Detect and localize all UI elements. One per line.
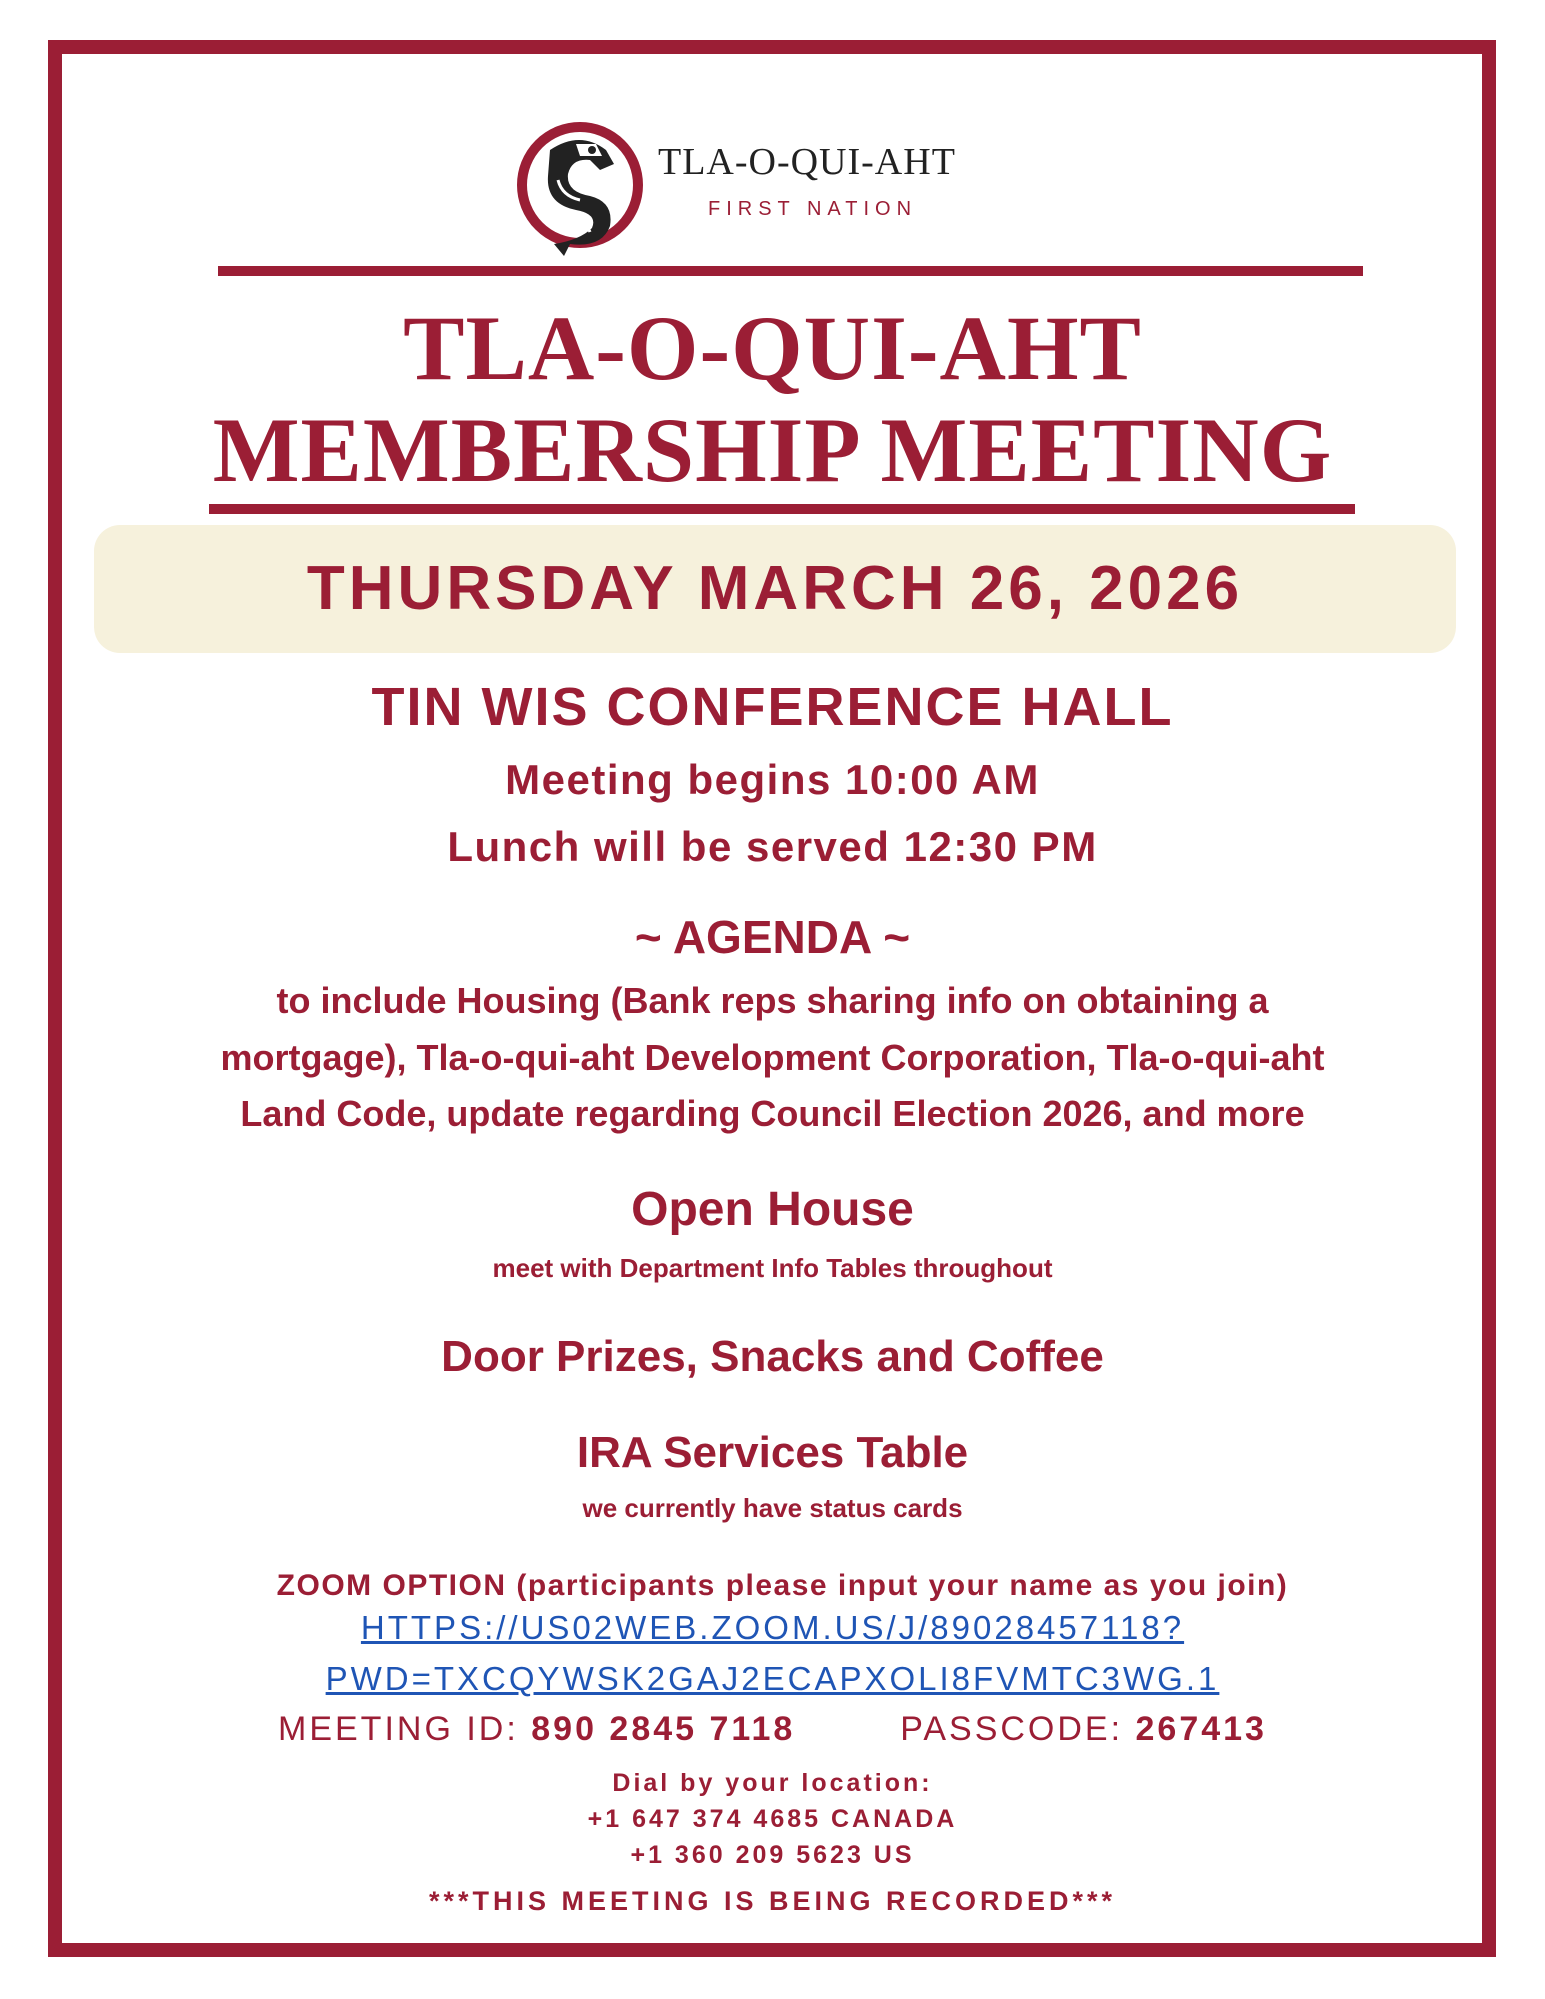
logo [510, 110, 1030, 260]
ira-detail: we currently have status cards [582, 1493, 963, 1523]
dial-canada: +1 647 374 4685 CANADA [587, 1805, 958, 1833]
title-line-1: TLA-O-QUI-AHT [403, 297, 1142, 399]
venue: TIN WIS CONFERENCE HALL [371, 677, 1174, 737]
meeting-id-value: 890 2845 7118 [531, 1710, 796, 1748]
lunch-time: Lunch will be served 12:30 PM [447, 823, 1098, 870]
agenda-line-2: mortgage), Tla-o-qui-aht Development Corporation, Tla-o-qui-aht [220, 1037, 1325, 1078]
title-line-2: MEMBERSHIP MEETING [212, 399, 1333, 501]
zoom-link-line-1[interactable]: HTTPS://US02WEB.ZOOM.US/J/89028457118? [360, 1609, 1185, 1646]
zoom-link-line-2[interactable]: PWD=TXCQYWSK2GAJ2ECAPXOLI8FVMTC3WG.1 [325, 1660, 1220, 1697]
top-rule [218, 266, 1363, 276]
serpent-emblem-icon [510, 110, 650, 260]
passcode-value: 267413 [1135, 1710, 1267, 1748]
dial-heading: Dial by your location: [612, 1769, 933, 1797]
ira-heading: IRA Services Table [576, 1428, 969, 1477]
meeting-id-label: MEETING ID: [278, 1710, 519, 1748]
meeting-details [0, 1710, 1545, 1749]
logo-name: TLA-O-QUI-AHT [658, 141, 956, 183]
recording-notice: ***THIS MEETING IS BEING RECORDED*** [428, 1886, 1117, 1916]
open-house-heading: Open House [631, 1183, 914, 1236]
start-time: Meeting begins 10:00 AM [505, 756, 1040, 803]
door-prizes: Door Prizes, Snacks and Coffee [441, 1332, 1104, 1381]
meeting-date: THURSDAY MARCH 26, 2026 [94, 525, 1456, 653]
agenda-line-3: Land Code, update regarding Council Election 2026, and more [240, 1093, 1305, 1134]
logo-subtitle: FIRST NATION [708, 198, 918, 220]
zoom-option: ZOOM OPTION (participants please input your name as you join) [276, 1569, 1289, 1602]
agenda-heading: ~ AGENDA ~ [634, 911, 911, 963]
dial-us: +1 360 209 5623 US [630, 1841, 915, 1869]
agenda-line-1: to include Housing (Bank reps sharing info on obtaining a [276, 980, 1269, 1021]
bottom-rule [209, 504, 1355, 514]
passcode-label: PASSCODE: [900, 1710, 1124, 1748]
open-house-detail: meet with Department Info Tables throughout [492, 1253, 1053, 1283]
